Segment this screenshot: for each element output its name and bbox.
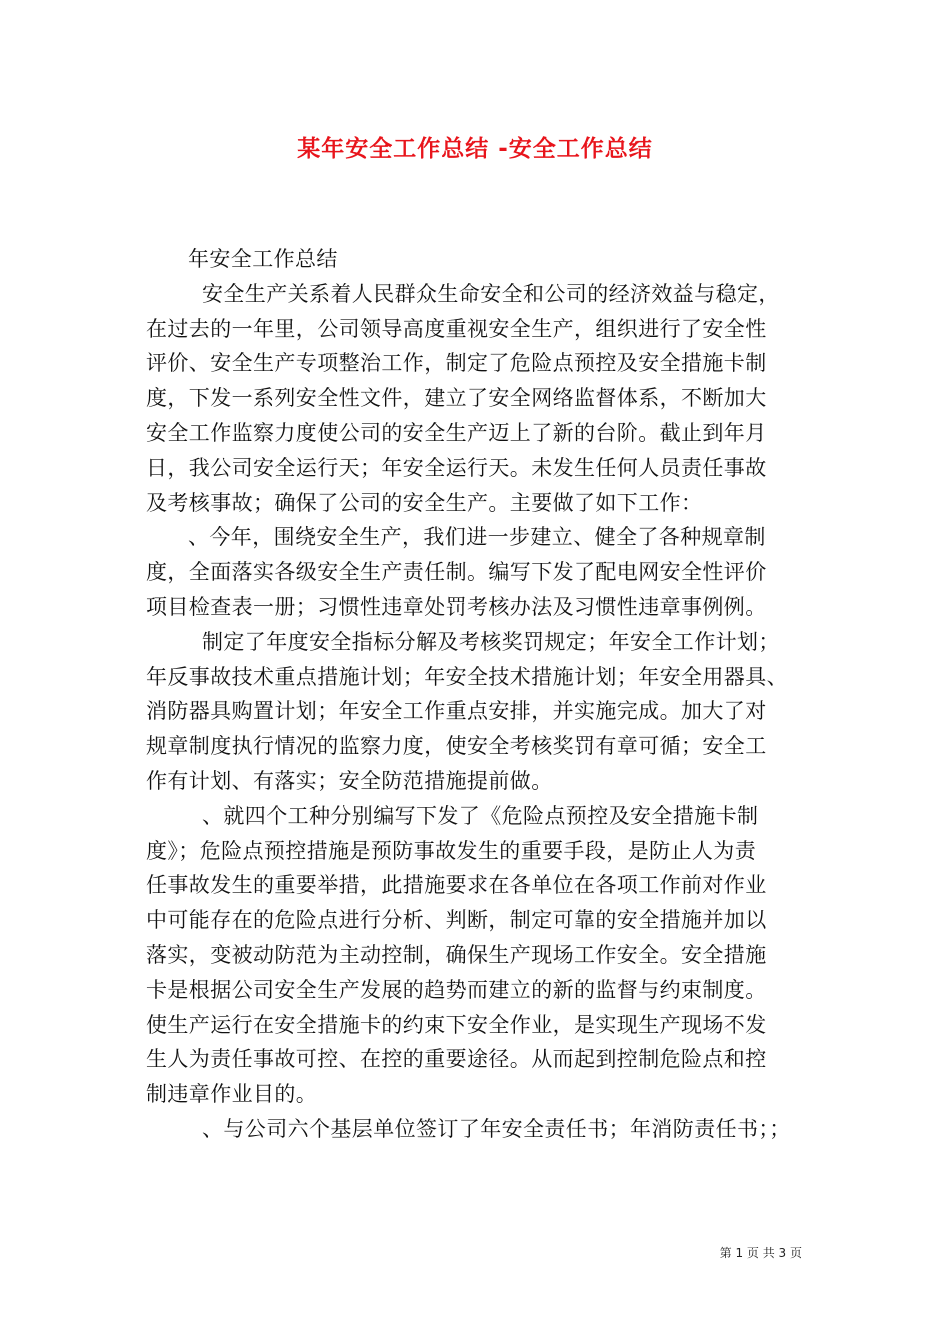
body-line: 年反事故技术重点措施计划；年安全技术措施计划；年安全用器具、 xyxy=(146,664,788,689)
body-line: 消防器具购置计划；年安全工作重点安排，并实施完成。加大了对 xyxy=(146,699,767,724)
document-title: 某年安全工作总结 -安全工作总结 xyxy=(297,136,653,162)
body-line: 度，下发一系列安全性文件，建立了安全网络监督体系，不断加大 xyxy=(146,386,767,411)
body-line: 安全生产关系着人民群众生命安全和公司的经济效益与稳定， xyxy=(202,281,780,306)
body-line: 作有计划、有落实；安全防范措施提前做。 xyxy=(146,768,553,793)
body-line: 年安全工作总结 xyxy=(188,247,338,271)
body-line: 卡是根据公司安全生产发展的趋势而建立的新的监督与约束制度。 xyxy=(146,977,767,1002)
body-line: 中可能存在的危险点进行分析、判断，制定可靠的安全措施并加以 xyxy=(146,908,767,933)
body-line: 生人为责任事故可控、在控的重要途径。从而起到控制危险点和控 xyxy=(146,1047,767,1072)
body-line: 制违章作业目的。 xyxy=(146,1082,318,1107)
body-line: 任事故发生的重要举措，此措施要求在各单位在各项工作前对作业 xyxy=(146,873,767,898)
body-line: 、与公司六个基层单位签订了年安全责任书；年消防责任书；； xyxy=(202,1116,791,1141)
body-line: 安全工作监察力度使公司的安全生产迈上了新的台阶。截止到年月 xyxy=(146,420,767,445)
body-line: 在过去的一年里，公司领导高度重视安全生产，组织进行了安全性 xyxy=(146,316,767,341)
body-line: 落实，变被动防范为主动控制，确保生产现场工作安全。安全措施 xyxy=(146,942,767,967)
body-line: 及考核事故；确保了公司的安全生产。主要做了如下工作： xyxy=(146,490,703,515)
document-body xyxy=(146,242,811,1147)
body-line: 、就四个工种分别编写下发了《危险点预控及安全措施卡制 xyxy=(202,803,759,828)
body-line: 规章制度执行情况的监察力度，使安全考核奖罚有章可循；安全工 xyxy=(146,734,767,759)
body-line: 项目检查表一册；习惯性违章处罚考核办法及习惯性违章事例例。 xyxy=(146,594,767,619)
body-line: 度，全面落实各级安全生产责任制。编写下发了配电网安全性评价 xyxy=(146,560,767,585)
body-line: 评价、安全生产专项整治工作，制定了危险点预控及安全措施卡制 xyxy=(146,351,767,376)
body-line: 、今年，围绕安全生产，我们进一步建立、健全了各种规章制 xyxy=(188,525,766,550)
body-line: 制定了年度安全指标分解及考核奖罚规定；年安全工作计划； xyxy=(202,629,780,654)
body-line: 使生产运行在安全措施卡的约束下安全作业，是实现生产现场不发 xyxy=(146,1012,767,1037)
body-line: 度》；危险点预控措施是预防事故发生的重要手段，是防止人为责 xyxy=(146,838,757,863)
page-indicator: 第 1 页 共 3 页 xyxy=(719,1246,802,1260)
body-line: 日，我公司安全运行天；年安全运行天。未发生任何人员责任事故 xyxy=(146,455,767,480)
